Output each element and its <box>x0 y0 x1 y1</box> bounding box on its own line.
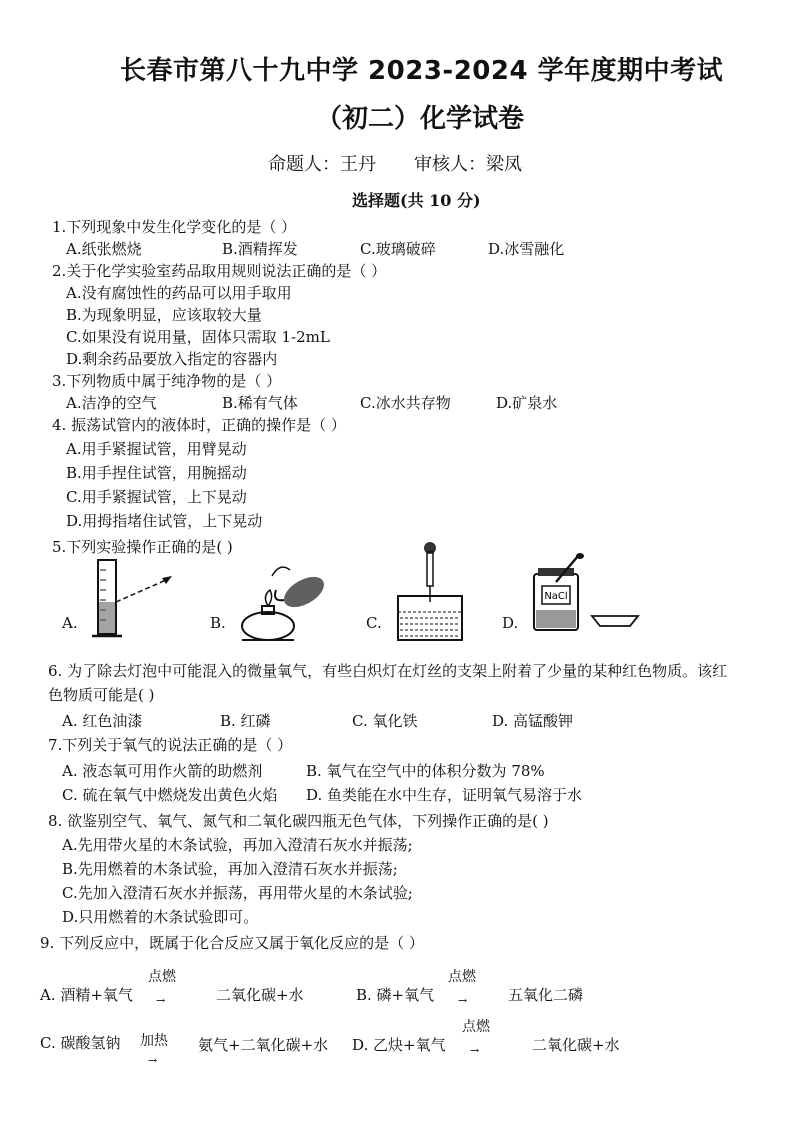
author-line <box>268 150 522 176</box>
figure-graduated-cylinder <box>86 556 186 640</box>
reaction-a-reactants: A. 酒精+氧气 <box>40 986 133 1004</box>
question-6-option-b: B. 红磷 <box>220 712 271 730</box>
question-2-option-c: C.如果没有说用量，固体只需取 1-2mL <box>66 328 330 346</box>
question-3-option-b: B.稀有气体 <box>222 394 298 412</box>
reaction-c-reactants: C. 碳酸氢钠 <box>40 1034 121 1052</box>
reaction-b-condition: 点燃 <box>448 969 476 985</box>
reaction-d-products: 二氧化碳+水 <box>532 1036 620 1054</box>
reaction-c-arrow: → <box>148 1054 158 1067</box>
question-7-stem: 7.下列关于氧气的说法正确的是（ ） <box>48 736 293 754</box>
question-2-option-b: B.为现象明显，应该取较大量 <box>66 306 262 324</box>
question-5-option-b: B. <box>210 614 226 632</box>
reaction-b-arrow: → <box>458 994 468 1007</box>
question-3-option-a: A.洁净的空气 <box>66 394 157 412</box>
exam-subtitle: （初二）化学试卷 <box>316 104 525 134</box>
question-8-option-c: C.先加入澄清石灰水并振荡，再用带火星的木条试验; <box>62 884 413 902</box>
reaction-a-products: 二氧化碳+水 <box>216 986 304 1004</box>
reviewer: 审核人：梁凤 <box>414 154 522 175</box>
question-8-option-b: B.先用燃着的木条试验，再加入澄清石灰水并振荡; <box>62 860 398 878</box>
question-8-option-d: D.只用燃着的木条试验即可。 <box>62 908 259 926</box>
question-6-option-d: D. 高锰酸钾 <box>492 712 574 730</box>
figure-dropper-beaker <box>390 540 470 646</box>
question-4-option-a: A.用手紧握试管，用臂晃动 <box>66 440 247 458</box>
reaction-c-condition: 加热 <box>140 1033 168 1049</box>
reaction-a-condition: 点燃 <box>148 969 176 985</box>
question-1-option-a: A.纸张燃烧 <box>66 240 142 258</box>
question-9-stem: 9. 下列反应中，既属于化合反应又属于氧化反应的是（ ） <box>40 934 424 952</box>
question-2-stem: 2.关于化学实验室药品取用规则说法正确的是（ ） <box>52 262 387 280</box>
figure-salt-jar <box>528 552 644 636</box>
question-6-stem-cont: 色物质可能是( ) <box>48 686 155 704</box>
question-5-option-a: A. <box>62 614 78 632</box>
question-3-option-d: D.矿泉水 <box>496 394 558 412</box>
section-title: 选择题(共 10 分) <box>352 191 481 210</box>
reaction-c-products: 氨气+二氧化碳+水 <box>198 1036 329 1054</box>
reaction-d-arrow: → <box>470 1044 480 1057</box>
reaction-d-condition: 点燃 <box>462 1019 490 1035</box>
question-2-option-a: A.没有腐蚀性的药品可以用手取用 <box>66 284 292 302</box>
question-4-option-d: D.用拇指堵住试管，上下晃动 <box>66 512 263 530</box>
author: 命题人：王丹 <box>268 154 376 175</box>
figure-alcohol-lamps <box>232 556 342 648</box>
question-7-option-c: C. 硫在氧气中燃烧发出黄色火焰 <box>62 786 278 804</box>
reaction-b-products: 五氧化二磷 <box>508 986 584 1004</box>
question-1-option-d: D.冰雪融化 <box>488 240 565 258</box>
exam-title: 长春市第八十九中学 2023-2024 学年度期中考试 <box>120 56 724 86</box>
question-6-option-c: C. 氧化铁 <box>352 712 418 730</box>
question-4-option-c: C.用手紧握试管，上下晃动 <box>66 488 247 506</box>
reaction-b-reactants: B. 磷+氧气 <box>356 986 435 1004</box>
question-5-option-c: C. <box>366 614 382 632</box>
question-4-stem: 4. 振荡试管内的液体时，正确的操作是（ ） <box>52 416 346 434</box>
question-3-stem: 3.下列物质中属于纯净物的是（ ） <box>52 372 282 390</box>
question-6-stem: 6. 为了除去灯泡中可能混入的微量氧气，有些白炽灯在灯丝的支架上附着了少量的某种红色物质。该红 <box>48 662 728 680</box>
question-3-option-c: C.冰水共存物 <box>360 394 451 412</box>
question-7-option-a: A. 液态氧可用作火箭的助燃剂 <box>62 762 263 780</box>
question-2-option-d: D.剩余药品要放入指定的容器内 <box>66 350 278 368</box>
question-1-stem: 1.下列现象中发生化学变化的是（ ） <box>52 218 297 236</box>
question-4-option-b: B.用手捏住试管，用腕摇动 <box>66 464 247 482</box>
question-1-option-b: B.酒精挥发 <box>222 240 298 258</box>
question-6-option-a: A. 红色油漆 <box>62 712 143 730</box>
reaction-d-reactants: D. 乙炔+氧气 <box>352 1036 446 1054</box>
question-8-option-a: A.先用带火星的木条试验，再加入澄清石灰水并振荡; <box>62 836 413 854</box>
question-8-stem: 8. 欲鉴别空气、氧气、氮气和二氧化碳四瓶无色气体，下列操作正确的是( ) <box>48 812 549 830</box>
salt-jar-label: NaCl <box>544 591 568 602</box>
question-5-option-d: D. <box>502 614 519 632</box>
question-1-option-c: C.玻璃破碎 <box>360 240 436 258</box>
question-7-option-b: B. 氧气在空气中的体积分数为 78% <box>306 762 545 780</box>
question-7-option-d: D. 鱼类能在水中生存，证明氧气易溶于水 <box>306 786 583 804</box>
reaction-a-arrow: → <box>156 994 166 1007</box>
question-5-stem: 5.下列实验操作正确的是( ) <box>52 538 233 556</box>
